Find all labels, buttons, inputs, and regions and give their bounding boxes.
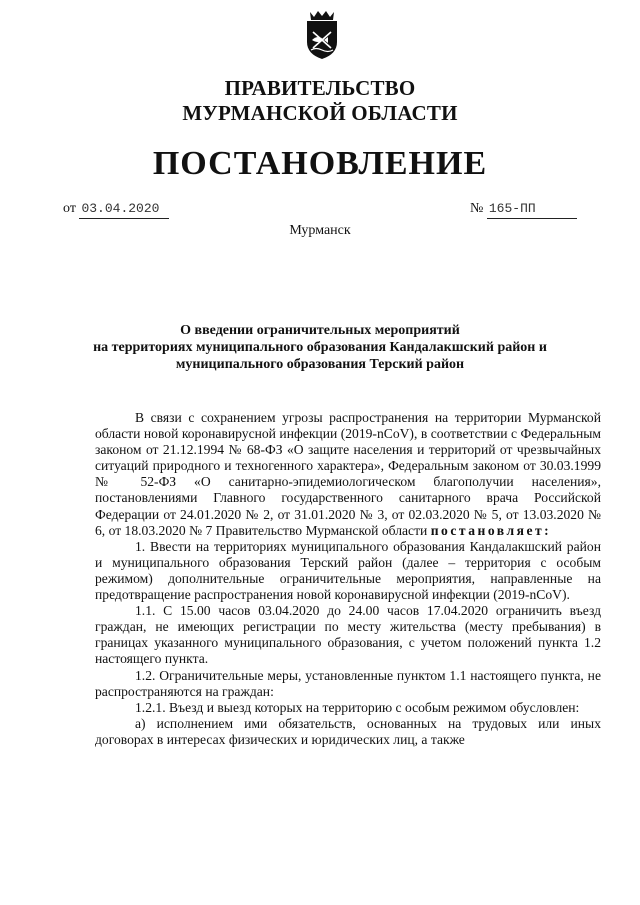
subject-line-1: О введении ограничительных мероприятий	[180, 323, 460, 338]
paragraph-preamble	[95, 410, 601, 539]
government-line-2: МУРМАНСКОЙ ОБЛАСТИ	[182, 101, 458, 125]
paragraph-1-1: 1.1. С 15.00 часов 03.04.2020 до 24.00 часов 17.04.2020 ограничить въезд граждан, не имеющих регистрации по месту жительства (месту пребывания) в границах указанного муниципального образования, с учетом положений пункта 1.2 настоящего пункта.	[95, 603, 601, 667]
document-type-title: ПОСТАНОВЛЕНИЕ	[152, 145, 488, 182]
date-prefix: от	[63, 201, 76, 216]
resolution-keyword: постановляет:	[430, 522, 552, 538]
number-field	[470, 200, 577, 219]
coat-of-arms-icon	[302, 10, 342, 60]
number-value: 165-ПП	[487, 200, 577, 219]
city-name: Мурманск	[289, 223, 351, 238]
document-body	[95, 410, 601, 748]
date-value: 03.04.2020	[79, 200, 169, 219]
subject-line-3: муниципального образования Терский район	[175, 357, 465, 372]
date-field	[63, 200, 169, 219]
paragraph-a: а) исполнением ими обязательств, основанных на трудовых или иных договорах в интересах физических и юридических лиц, а также	[95, 715, 601, 747]
subject-line-2: на территориях муниципального образования Кандалакшский район и	[93, 340, 547, 355]
paragraph-1-2: 1.2. Ограничительные меры, установленные пунктом 1.1 настоящего пункта, не распространяются на граждан:	[95, 667, 601, 699]
government-line-1: ПРАВИТЕЛЬСТВО	[224, 76, 416, 100]
number-prefix: №	[470, 201, 484, 216]
paragraph-1: 1. Ввести на территориях муниципального образования Кандалакшский район и муниципального образования Терский район (далее – территория с особым режимом) дополнительные ограничительные мероприятия, направленные на предотвращение распространения новой коронавирусной инфекции (2019-nCoV).	[95, 538, 601, 603]
government-name	[0, 76, 640, 126]
document-subject	[0, 322, 640, 373]
paragraph-1-2-1: 1.2.1. Въезд и выезд которых на территорию с особым режимом обусловлен:	[135, 699, 580, 715]
preamble-text: В связи с сохранением угрозы распространения на территории Мурманской области новой коронавирусной инфекции (2019-nCoV), в соответствии с Федеральным законом от 21.12.1994 № 68-ФЗ «О защите населения и территорий от чрезвычайных ситуаций природного и техногенного характера», Федеральным законом от 30.03.1999 № 52-ФЗ «О санитарно-эпидемиологическом благополучии населения», постановлениями Главного государственного санитарного врача Российской Федерации от 24.01.2020 № 2, от 31.01.2020 № 3, от 02.03.2020 № 5, от 13.03.2020 № 6, от 18.03.2020 № 7 Правительство Мурманской области	[95, 410, 601, 538]
